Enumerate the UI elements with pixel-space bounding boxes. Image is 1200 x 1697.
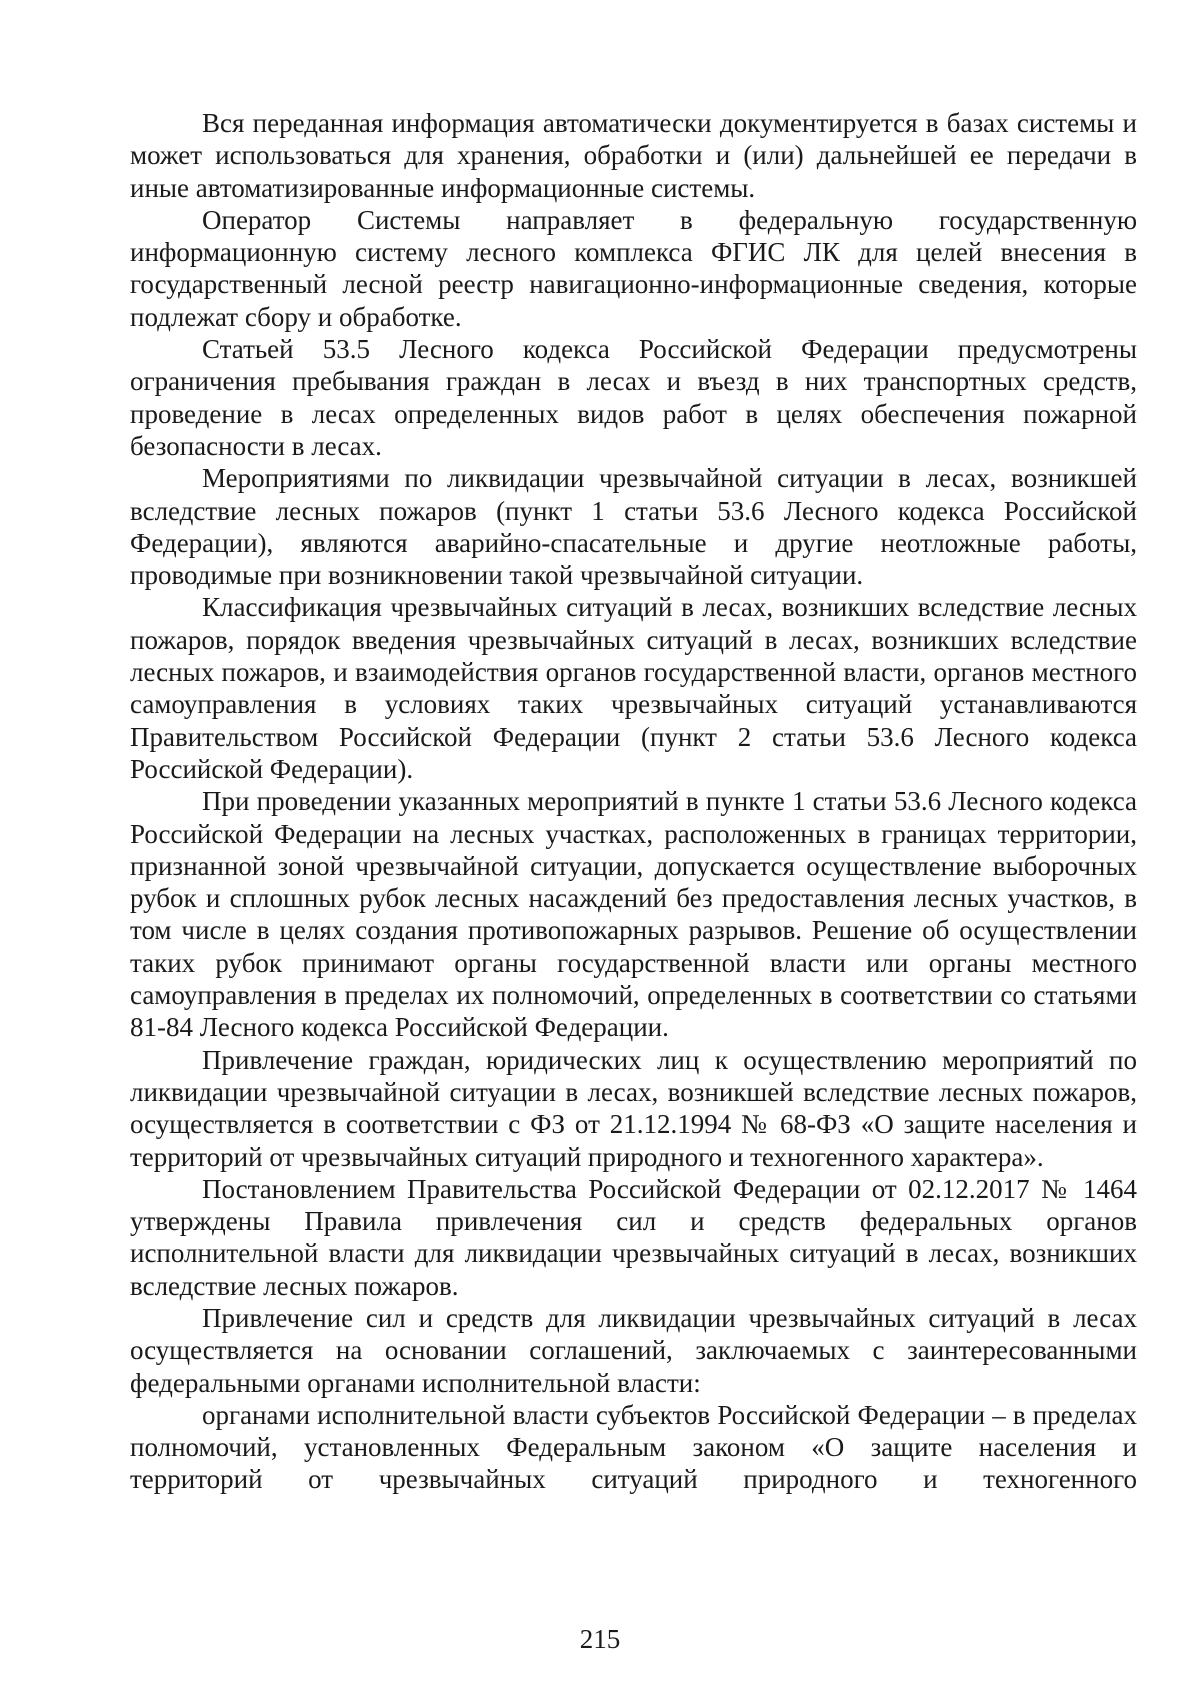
paragraph: Мероприятиями по ликвидации чрезвычайной ситуации в лесах, возникшей вследствие лесных пожаров (пункт 1 статьи 53.6 Лесного кодекса Российской Федерации), являются аварийно-спасательные и другие неотложные работы, проводимые при возникновении такой чрезвычайной ситуации. xyxy=(130,463,1137,591)
paragraph: Вся переданная информация автоматически документируется в базах системы и может использоваться для хранения, обработки и (или) дальнейшей ее передачи в иные автоматизированные информационные системы. xyxy=(130,108,1137,203)
paragraph: Привлечение сил и средств для ликвидации чрезвычайных ситуаций в лесах осуществляется на основании соглашений, заключаемых с заинтересованными федеральными органами исполнительной власти: xyxy=(130,1302,1137,1398)
paragraph: Привлечение граждан, юридических лиц к осуществлению мероприятий по ликвидации чрезвычайной ситуации в лесах, возникшей вследствие лесных пожаров, осуществляется в соответствии с ФЗ от 21.12.1994 № 68-ФЗ «О защите населения и территорий от чрезвычайных ситуаций природного и техногенного характера». xyxy=(130,1044,1137,1172)
paragraph: При проведении указанных мероприятий в пункте 1 статьи 53.6 Лесного кодекса Российской Федерации на лесных участках, расположенных в границах территории, признанной зоной чрезвычайной ситуации, допускается осуществление выборочных рубок и сплошных рубок лесных насаждений без предоставления лесных участков, в том числе в целях создания противопожарных разрывов. Решение об осуществлении таких рубок принимают органы государственной власти или органы местного самоуправления в пределах их полномочий, определенных в соответствии со статьями 81-84 Лесного кодекса Российской Федерации. xyxy=(130,786,1137,1043)
document-body xyxy=(130,107,1137,1496)
paragraph: Статьей 53.5 Лесного кодекса Российской Федерации предусмотрены ограничения пребывания граждан в лесах и въезд в них транспортных средств, проведение в лесах определенных видов работ в целях обеспечения пожарной безопасности в лесах. xyxy=(130,334,1137,461)
paragraph: Классификация чрезвычайных ситуаций в лесах, возникших вследствие лесных пожаров, порядок введения чрезвычайных ситуаций в лесах, возникших вследствие лесных пожаров, и взаимодействия органов государственной власти, органов местного самоуправления в условиях таких чрезвычайных ситуаций устанавливаются Правительством Российской Федерации (пункт 2 статьи 53.6 Лесного кодекса Российской Федерации). xyxy=(130,592,1137,784)
paragraph: органами исполнительной власти субъектов Российской Федерации – в пределах полномочий, установленных Федеральным законом «О защите населения и территорий от чрезвычайных ситуаций природного и техногенного xyxy=(130,1399,1137,1495)
page-number: 215 xyxy=(579,1624,621,1654)
paragraph: Оператор Системы направляет в федеральную государственную информационную систему лесного комплекса ФГИС ЛК для целей внесения в государственный лесной реестр навигационно-информационные сведения, которые подлежат сбору и обработке. xyxy=(130,204,1137,332)
paragraph: Постановлением Правительства Российской Федерации от 02.12.2017 № 1464 утверждены Правила привлечения сил и средств федеральных органов исполнительной власти для ликвидации чрезвычайных ситуаций в лесах, возникших вследствие лесных пожаров. xyxy=(130,1173,1137,1301)
